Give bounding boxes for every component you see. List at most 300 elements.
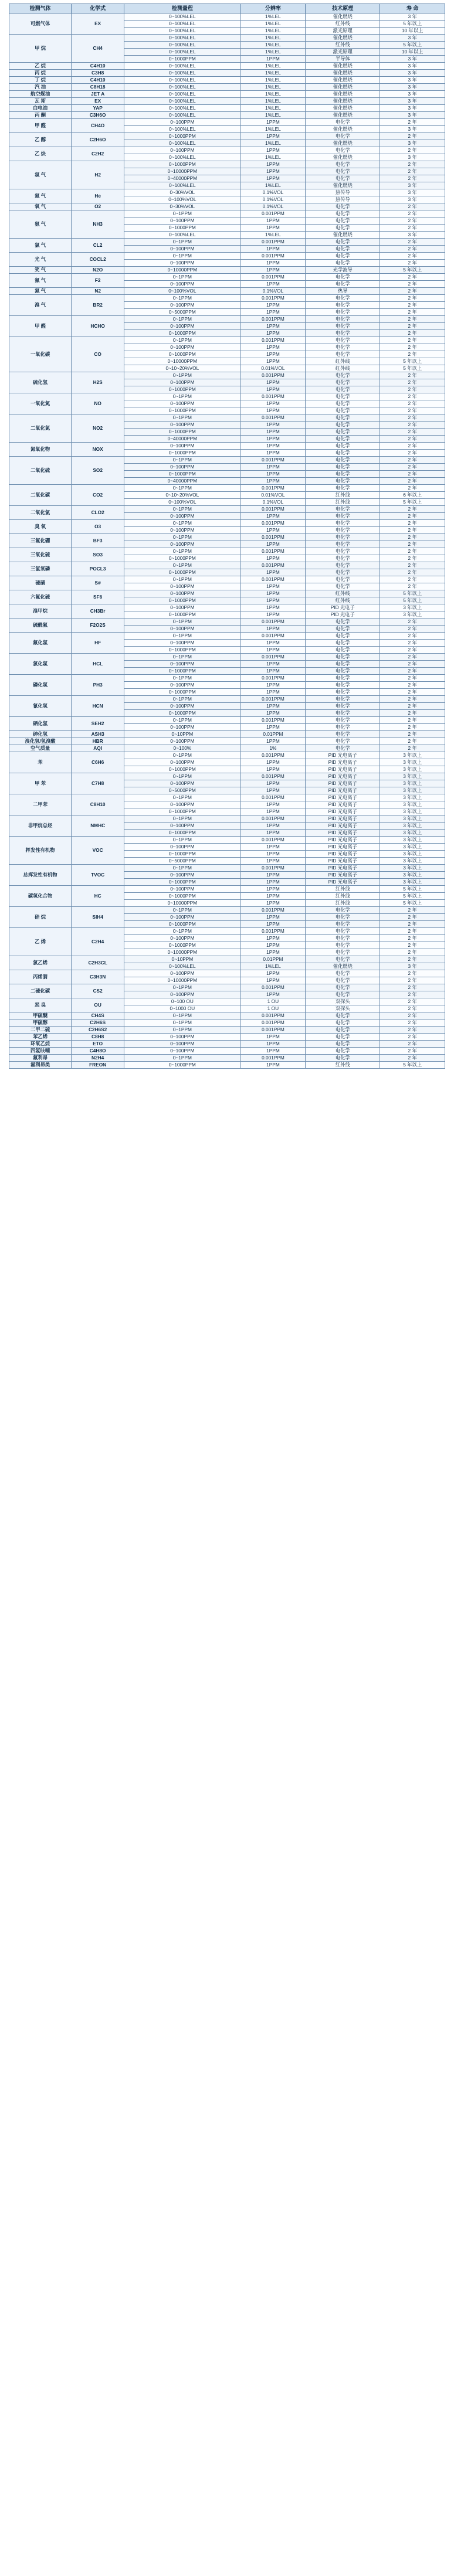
cell-resolution: 1PPM <box>240 400 306 407</box>
cell-range: 0~1000PPM <box>124 611 240 618</box>
cell-technology: 电化学 <box>306 907 380 914</box>
cell-gas-name: 甲 醛 <box>9 119 72 133</box>
table-row <box>9 745 445 752</box>
cell-lifetime: 2 年 <box>380 633 445 640</box>
cell-formula: COCL2 <box>72 253 124 267</box>
table-row <box>9 618 445 626</box>
cell-resolution: 1PPM <box>240 513 306 520</box>
cell-range: 0~100PPM <box>124 302 240 309</box>
cell-resolution: 1PPM <box>240 436 306 443</box>
cell-lifetime: 3 年 <box>380 963 445 970</box>
cell-technology: PID 光电离子 <box>306 858 380 865</box>
table-row <box>9 203 445 210</box>
cell-resolution: 0.01PPM <box>240 731 306 738</box>
cell-gas-name: 一氧化氮 <box>9 393 72 414</box>
cell-range: 0~1000PPM <box>124 471 240 478</box>
cell-lifetime: 3 年以上 <box>380 604 445 611</box>
cell-range: 0~100 OU <box>124 998 240 1005</box>
cell-range: 0~1PPM <box>124 485 240 492</box>
cell-technology: 电化学 <box>306 513 380 520</box>
cell-lifetime: 2 年 <box>380 696 445 703</box>
cell-technology: PID 光电离子 <box>306 837 380 844</box>
table-row <box>9 717 445 724</box>
cell-lifetime: 2 年 <box>380 133 445 140</box>
cell-resolution: 0.01%VOL <box>240 365 306 372</box>
cell-lifetime: 10 年以上 <box>380 49 445 56</box>
cell-technology: 催化燃烧 <box>306 98 380 105</box>
cell-range: 0~1000PPM <box>124 133 240 140</box>
cell-resolution: 1PPM <box>240 302 306 309</box>
cell-range: 0~40000PPM <box>124 175 240 182</box>
cell-technology: 电化学 <box>306 1034 380 1041</box>
cell-lifetime: 2 年 <box>380 998 445 1005</box>
cell-gas-name: 二甲苯 <box>9 794 72 815</box>
cell-formula: JET A <box>72 91 124 98</box>
cell-formula: NO2 <box>72 414 124 443</box>
cell-technology: 电化学 <box>306 274 380 281</box>
cell-technology: 电化学 <box>306 949 380 956</box>
cell-gas-name: 臭 氧 <box>9 520 72 534</box>
cell-range: 0~100PPM <box>124 626 240 633</box>
table-row <box>9 295 445 302</box>
cell-resolution: 1PPM <box>240 977 306 984</box>
cell-gas-name: 氯化氢 <box>9 654 72 675</box>
cell-gas-name: 丁 烷 <box>9 77 72 84</box>
table-row <box>9 886 445 893</box>
cell-gas-name: 六氟化硫 <box>9 590 72 604</box>
cell-resolution: 1PPM <box>240 604 306 611</box>
cell-gas-name: 空气质量 <box>9 745 72 752</box>
cell-lifetime: 2 年 <box>380 738 445 745</box>
cell-lifetime: 2 年 <box>380 661 445 668</box>
table-row <box>9 189 445 196</box>
cell-technology: 电化学 <box>306 977 380 984</box>
cell-resolution: 1PPM <box>240 1048 306 1055</box>
cell-lifetime: 5 年以上 <box>380 21 445 28</box>
cell-range: 0~5000PPM <box>124 858 240 865</box>
cell-technology: 电化学 <box>306 956 380 963</box>
cell-gas-name: 航空煤油 <box>9 91 72 98</box>
cell-resolution: 0.001PPM <box>240 1019 306 1027</box>
cell-resolution: 1PPM <box>240 1034 306 1041</box>
cell-technology: 电化学 <box>306 520 380 527</box>
cell-technology: 红外线 <box>306 597 380 604</box>
cell-range: 0~1PPM <box>124 372 240 379</box>
cell-formula: CO <box>72 337 124 372</box>
cell-range: 0~1000PPM <box>124 407 240 414</box>
cell-resolution: 1%LEL <box>240 154 306 161</box>
cell-range: 0~30%VOL <box>124 189 240 196</box>
cell-formula: HCHO <box>72 316 124 337</box>
cell-lifetime: 3 年 <box>380 189 445 196</box>
cell-resolution: 0.001PPM <box>240 520 306 527</box>
cell-formula: C4H10 <box>72 77 124 84</box>
cell-formula: NH3 <box>72 210 124 239</box>
cell-technology: 电化学 <box>306 745 380 752</box>
cell-lifetime: 3 年 <box>380 13 445 21</box>
cell-range: 0~100%VOL <box>124 499 240 506</box>
cell-technology: 电化学 <box>306 400 380 407</box>
cell-range: 0~1PPM <box>124 1055 240 1062</box>
cell-range: 0~100PPM <box>124 724 240 731</box>
cell-resolution: 1PPM <box>240 879 306 886</box>
cell-resolution: 0.001PPM <box>240 485 306 492</box>
cell-lifetime: 3 年 <box>380 35 445 42</box>
cell-technology: 电化学 <box>306 661 380 668</box>
cell-formula: HCN <box>72 696 124 717</box>
cell-resolution: 0.1%VOL <box>240 196 306 203</box>
cell-technology: 电化学 <box>306 541 380 548</box>
cell-range: 0~100PPM <box>124 583 240 590</box>
cell-resolution: 1PPM <box>240 851 306 858</box>
cell-resolution: 0.001PPM <box>240 576 306 583</box>
cell-resolution: 1%LEL <box>240 98 306 105</box>
cell-technology: 红外线 <box>306 1062 380 1069</box>
cell-lifetime: 3 年 <box>380 105 445 112</box>
cell-range: 0~1PPM <box>124 457 240 464</box>
cell-formula: C8H8 <box>72 1034 124 1041</box>
cell-resolution: 1%LEL <box>240 112 306 119</box>
cell-resolution: 1PPM <box>240 703 306 710</box>
cell-lifetime: 3 年以上 <box>380 844 445 851</box>
cell-technology: PID 光电离子 <box>306 844 380 851</box>
cell-formula: CLO2 <box>72 506 124 520</box>
cell-technology: 催化燃烧 <box>306 126 380 133</box>
cell-lifetime: 2 年 <box>380 703 445 710</box>
cell-lifetime: 2 年 <box>380 168 445 175</box>
cell-technology: 电化学 <box>306 464 380 471</box>
cell-range: 0~1000PPM <box>124 710 240 717</box>
cell-lifetime: 2 年 <box>380 1055 445 1062</box>
cell-resolution: 1PPM <box>240 668 306 675</box>
cell-range: 0~1000PPM <box>124 225 240 232</box>
cell-range: 0~100PPM <box>124 1034 240 1041</box>
cell-range: 0~100%LEL <box>124 21 240 28</box>
cell-resolution: 1PPM <box>240 1062 306 1069</box>
cell-formula: C3H6O <box>72 112 124 119</box>
cell-resolution: 1%LEL <box>240 21 306 28</box>
cell-resolution: 1PPM <box>240 464 306 471</box>
cell-resolution: 1%LEL <box>240 49 306 56</box>
cell-lifetime: 2 年 <box>380 541 445 548</box>
cell-lifetime: 2 年 <box>380 513 445 520</box>
cell-range: 0~10000PPM <box>124 977 240 984</box>
table-row <box>9 1062 445 1069</box>
cell-lifetime: 2 年 <box>380 970 445 977</box>
cell-lifetime: 3 年 <box>380 77 445 84</box>
cell-technology: 电化学 <box>306 295 380 302</box>
cell-technology: 催化燃烧 <box>306 35 380 42</box>
header-resolution: 分辨率 <box>240 4 306 13</box>
cell-formula: FREON <box>72 1062 124 1069</box>
cell-resolution: 1 OU <box>240 1005 306 1012</box>
cell-technology: 热传导 <box>306 189 380 196</box>
cell-technology: 电化学 <box>306 429 380 436</box>
cell-lifetime: 3 年 <box>380 140 445 147</box>
table-row <box>9 98 445 105</box>
cell-gas-name: 碳氢化合物 <box>9 886 72 907</box>
cell-lifetime: 3 年以上 <box>380 780 445 787</box>
cell-technology: 电化学 <box>306 147 380 154</box>
cell-range: 0~1000PPM <box>124 942 240 949</box>
cell-resolution: 1PPM <box>240 640 306 647</box>
cell-technology: 电化学 <box>306 1027 380 1034</box>
cell-lifetime: 2 年 <box>380 260 445 267</box>
cell-resolution: 1PPM <box>240 309 306 316</box>
cell-resolution: 0.001PPM <box>240 794 306 801</box>
cell-resolution: 1PPM <box>240 626 306 633</box>
cell-lifetime: 2 年 <box>380 618 445 626</box>
cell-range: 0~1PPM <box>124 675 240 682</box>
table-row <box>9 731 445 738</box>
cell-lifetime: 2 年 <box>380 429 445 436</box>
cell-range: 0~1PPM <box>124 815 240 823</box>
cell-resolution: 1PPM <box>240 450 306 457</box>
cell-resolution: 1%LEL <box>240 63 306 70</box>
cell-lifetime: 2 年 <box>380 288 445 295</box>
cell-lifetime: 3 年以上 <box>380 872 445 879</box>
cell-technology: 电化学 <box>306 414 380 422</box>
cell-range: 0~100PPM <box>124 1048 240 1055</box>
cell-gas-name: 硒化氢 <box>9 717 72 731</box>
cell-range: 0~1PPM <box>124 506 240 513</box>
cell-technology: 激光原理 <box>306 28 380 35</box>
cell-range: 0~100PPM <box>124 260 240 267</box>
cell-range: 0~1PPM <box>124 633 240 640</box>
table-row <box>9 738 445 745</box>
cell-resolution: 1PPM <box>240 344 306 351</box>
cell-resolution: 1%LEL <box>240 28 306 35</box>
cell-resolution: 1PPM <box>240 710 306 717</box>
cell-range: 0~1PPM <box>124 274 240 281</box>
table-row <box>9 675 445 682</box>
cell-range: 0~100PPM <box>124 422 240 429</box>
cell-resolution: 1PPM <box>240 759 306 766</box>
cell-lifetime: 2 年 <box>380 246 445 253</box>
cell-resolution: 1PPM <box>240 823 306 830</box>
cell-lifetime: 3 年以上 <box>380 801 445 808</box>
cell-resolution: 1PPM <box>240 597 306 604</box>
cell-formula: C2H3CL <box>72 956 124 970</box>
cell-gas-name: 硫磺 <box>9 576 72 590</box>
cell-range: 0~1PPM <box>124 752 240 759</box>
cell-range: 0~1000PPM <box>124 429 240 436</box>
cell-gas-name: 溴化氢/氢溴酸 <box>9 738 72 745</box>
cell-technology: PID 光电离子 <box>306 787 380 794</box>
cell-technology: 电化学 <box>306 351 380 358</box>
cell-technology: 电化学 <box>306 710 380 717</box>
cell-range: 0~10000PPM <box>124 358 240 365</box>
cell-lifetime: 3 年以上 <box>380 830 445 837</box>
table-row <box>9 794 445 801</box>
cell-range: 0~100%LEL <box>124 42 240 49</box>
cell-formula: HF <box>72 633 124 654</box>
cell-lifetime: 2 年 <box>380 400 445 407</box>
cell-resolution: 0.001PPM <box>240 675 306 682</box>
cell-lifetime: 2 年 <box>380 562 445 569</box>
cell-range: 0~100PPM <box>124 464 240 471</box>
cell-lifetime: 2 年 <box>380 372 445 379</box>
cell-gas-name: 硫酰氟 <box>9 618 72 633</box>
cell-gas-name: 一氧化碳 <box>9 337 72 372</box>
cell-range: 0~1PPM <box>124 316 240 323</box>
cell-lifetime: 5 年以上 <box>380 886 445 893</box>
cell-technology: 电化学 <box>306 1012 380 1019</box>
table-body <box>9 13 445 1069</box>
cell-range: 0~100%LEL <box>124 77 240 84</box>
cell-formula: AQI <box>72 745 124 752</box>
cell-gas-name: 汽 油 <box>9 84 72 91</box>
cell-range: 0~5000PPM <box>124 309 240 316</box>
cell-resolution: 1PPM <box>240 900 306 907</box>
cell-range: 0~1000PPM <box>124 569 240 576</box>
cell-resolution: 1PPM <box>240 808 306 815</box>
cell-gas-name: 乙 烯 <box>9 928 72 956</box>
cell-technology: 电化学 <box>306 485 380 492</box>
cell-gas-name: 硅 烷 <box>9 907 72 928</box>
cell-technology: 催化燃烧 <box>306 154 380 161</box>
cell-gas-name: 丙 烷 <box>9 70 72 77</box>
cell-resolution: 1%LEL <box>240 84 306 91</box>
header-technology: 技术原理 <box>306 4 380 13</box>
table-row <box>9 520 445 527</box>
cell-range: 0~100%LEL <box>124 105 240 112</box>
cell-range: 0~100%LEL <box>124 70 240 77</box>
table-row <box>9 91 445 98</box>
cell-range: 0~1PPM <box>124 1019 240 1027</box>
cell-technology: 电化学 <box>306 260 380 267</box>
cell-resolution: 0.001PPM <box>240 928 306 935</box>
cell-lifetime: 3 年 <box>380 196 445 203</box>
table-row <box>9 1034 445 1041</box>
cell-technology: 电化学 <box>306 133 380 140</box>
cell-lifetime: 2 年 <box>380 471 445 478</box>
cell-lifetime: 5 年以上 <box>380 1062 445 1069</box>
cell-range: 0~1PPM <box>124 773 240 780</box>
cell-formula: POCL3 <box>72 562 124 576</box>
cell-resolution: 1PPM <box>240 147 306 154</box>
cell-lifetime: 2 年 <box>380 745 445 752</box>
cell-lifetime: 2 年 <box>380 977 445 984</box>
cell-lifetime: 2 年 <box>380 457 445 464</box>
table-row <box>9 773 445 780</box>
cell-lifetime: 2 年 <box>380 548 445 555</box>
cell-lifetime: 2 年 <box>380 119 445 126</box>
cell-resolution: 1%LEL <box>240 42 306 49</box>
cell-lifetime: 2 年 <box>380 253 445 260</box>
cell-lifetime: 3 年以上 <box>380 752 445 759</box>
cell-resolution: 1PPM <box>240 541 306 548</box>
table-row <box>9 288 445 295</box>
cell-technology: 红外线 <box>306 499 380 506</box>
cell-lifetime: 5 年以上 <box>380 267 445 274</box>
cell-resolution: 0.001PPM <box>240 316 306 323</box>
cell-resolution: 0.001PPM <box>240 837 306 844</box>
cell-technology: 半导体 <box>306 56 380 63</box>
cell-lifetime: 3 年以上 <box>380 865 445 872</box>
cell-technology: 电化学 <box>306 379 380 386</box>
cell-technology: 电化学 <box>306 738 380 745</box>
cell-lifetime: 2 年 <box>380 351 445 358</box>
cell-range: 0~1000PPM <box>124 597 240 604</box>
cell-technology: 电化学 <box>306 991 380 998</box>
cell-lifetime: 2 年 <box>380 991 445 998</box>
cell-lifetime: 6 年以上 <box>380 492 445 499</box>
cell-gas-name: 氟利昂 <box>9 1055 72 1062</box>
cell-lifetime: 3 年 <box>380 112 445 119</box>
cell-technology: 电化学 <box>306 640 380 647</box>
cell-technology: PID 光电离子 <box>306 773 380 780</box>
table-row <box>9 210 445 218</box>
cell-technology: 催化燃烧 <box>306 84 380 91</box>
cell-resolution: 0.001PPM <box>240 907 306 914</box>
table-row <box>9 865 445 872</box>
cell-lifetime: 2 年 <box>380 1048 445 1055</box>
cell-technology: 电化学 <box>306 344 380 351</box>
header-formula: 化学式 <box>72 4 124 13</box>
cell-resolution: 0.1%VOL <box>240 203 306 210</box>
cell-lifetime: 2 年 <box>380 161 445 168</box>
cell-gas-name: 二氧化碳 <box>9 485 72 506</box>
table-header <box>9 4 445 13</box>
cell-lifetime: 2 年 <box>380 344 445 351</box>
cell-range: 0~100%LEL <box>124 84 240 91</box>
cell-lifetime: 3 年 <box>380 232 445 239</box>
cell-range: 0~100% <box>124 745 240 752</box>
cell-range: 0~10000PPM <box>124 900 240 907</box>
cell-technology: PID 光电离子 <box>306 801 380 808</box>
cell-range: 0~100PPM <box>124 844 240 851</box>
table-row <box>9 457 445 464</box>
cell-resolution: 1% <box>240 745 306 752</box>
cell-range: 0~1PPM <box>124 520 240 527</box>
cell-resolution: 1%LEL <box>240 13 306 21</box>
cell-technology: 光学波导 <box>306 267 380 274</box>
cell-lifetime: 2 年 <box>380 316 445 323</box>
cell-range: 0~100PPM <box>124 640 240 647</box>
cell-resolution: 1PPM <box>240 351 306 358</box>
cell-technology: 电化学 <box>306 1048 380 1055</box>
table-row <box>9 837 445 844</box>
cell-formula: C8H10 <box>72 794 124 815</box>
cell-resolution: 1PPM <box>240 379 306 386</box>
cell-technology: 双探头 <box>306 998 380 1005</box>
cell-technology: 电化学 <box>306 935 380 942</box>
cell-resolution: 1PPM <box>240 478 306 485</box>
cell-lifetime: 2 年 <box>380 689 445 696</box>
table-row <box>9 133 445 140</box>
cell-formula: SF6 <box>72 590 124 604</box>
cell-technology: 电化学 <box>306 372 380 379</box>
cell-formula: CH4S <box>72 1012 124 1019</box>
cell-lifetime: 2 年 <box>380 478 445 485</box>
cell-range: 0~1PPM <box>124 1027 240 1034</box>
cell-lifetime: 3 年以上 <box>380 787 445 794</box>
cell-gas-name: 非甲烷总烃 <box>9 815 72 837</box>
cell-range: 0~100PPM <box>124 344 240 351</box>
cell-range: 0~1000PPM <box>124 808 240 815</box>
cell-gas-name: 甲 烷 <box>9 35 72 63</box>
cell-range: 0~100PPM <box>124 147 240 154</box>
cell-range: 0~100PPM <box>124 119 240 126</box>
cell-technology: 电化学 <box>306 647 380 654</box>
cell-gas-name: 三氟化硼 <box>9 534 72 548</box>
cell-technology: 电化学 <box>306 914 380 921</box>
cell-lifetime: 2 年 <box>380 281 445 288</box>
cell-gas-name: 乙 炔 <box>9 147 72 161</box>
cell-range: 0~40000PPM <box>124 436 240 443</box>
cell-technology: 催化燃烧 <box>306 13 380 21</box>
